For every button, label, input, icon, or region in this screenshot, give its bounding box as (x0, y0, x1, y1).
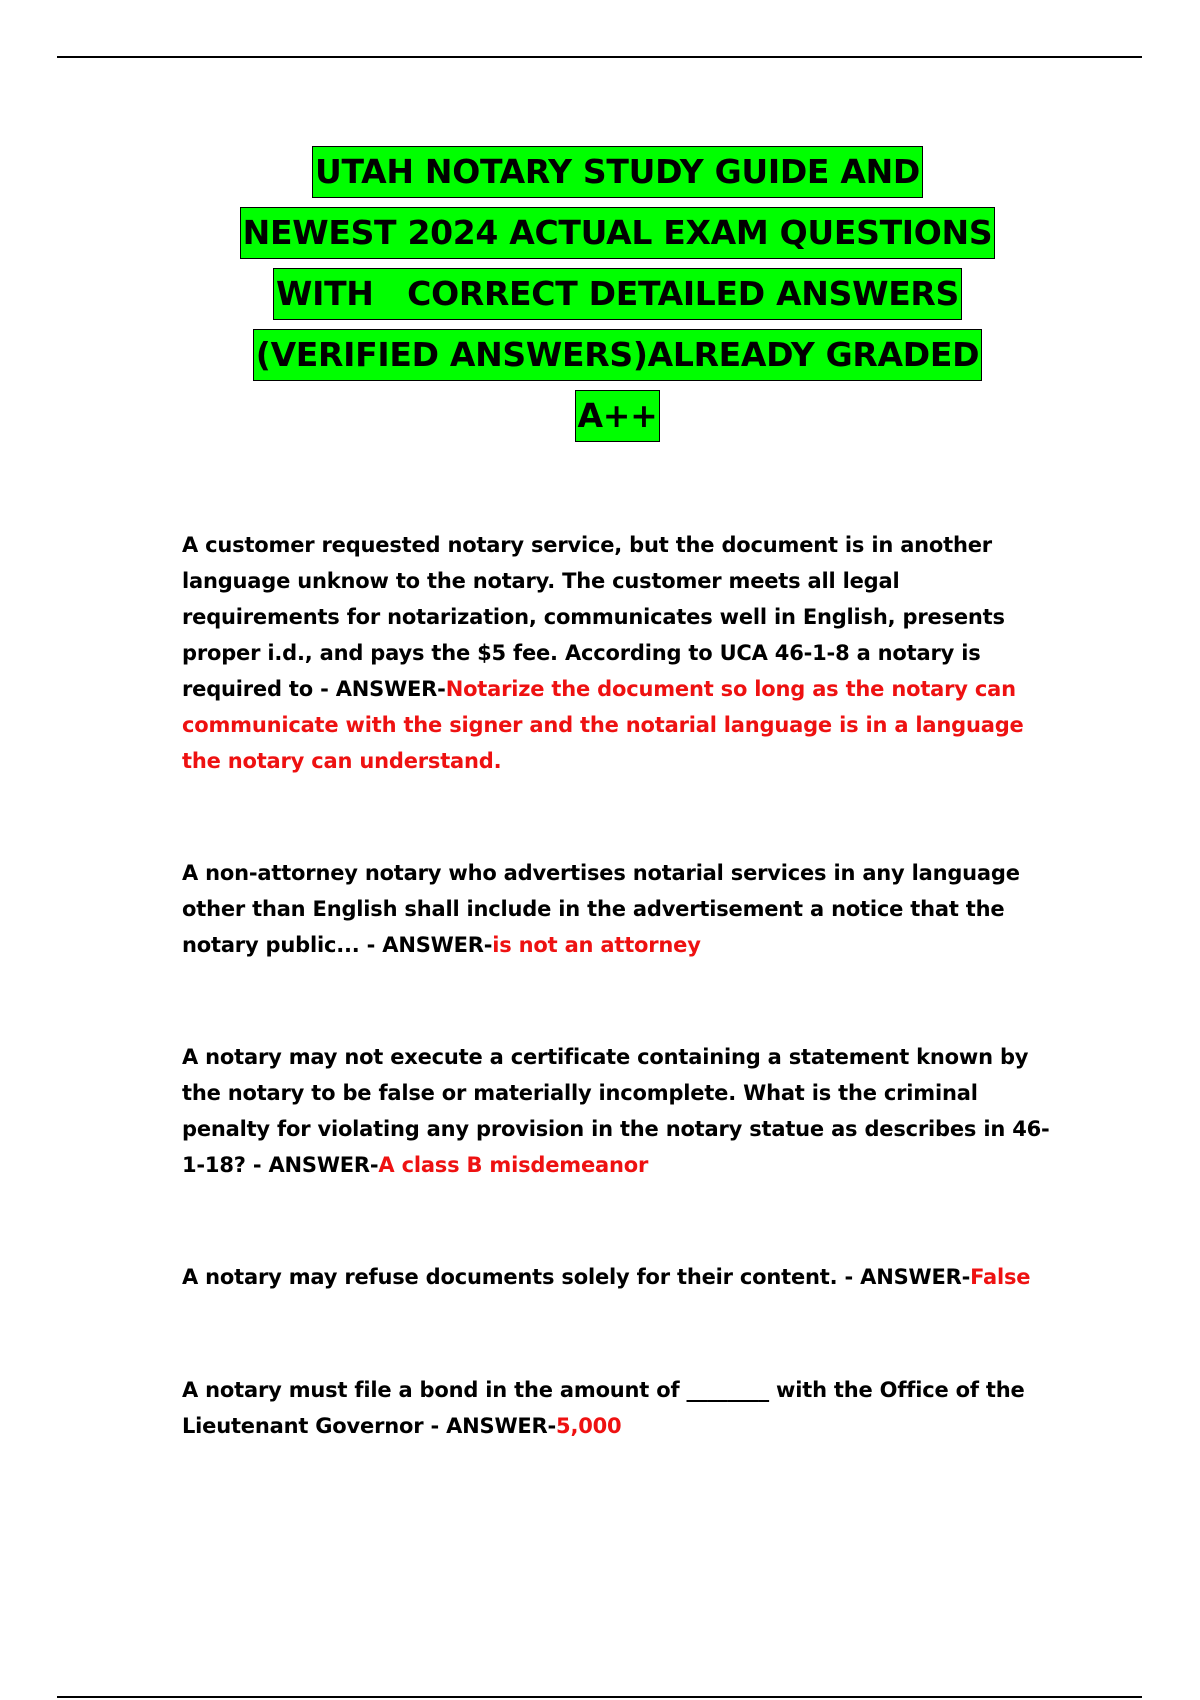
question-text: A notary may not execute a certificate containing a statement known by the notary to be false or materially incomplete. What is the criminal penalty for violating any provision in the notary statue as describes in 46-1-18? - ANSWER- (182, 1045, 1050, 1177)
answer-text: is not an attorney (492, 933, 701, 957)
bottom-rule (57, 1696, 1142, 1698)
qa-item-4 (182, 1259, 1062, 1295)
title-line-4: (VERIFIED ANSWERS)ALREADY GRADED (253, 329, 982, 381)
top-rule (57, 56, 1142, 58)
title-line-1: UTAH NOTARY STUDY GUIDE AND (312, 146, 923, 198)
qa-item-1 (182, 527, 1062, 779)
question-text: A notary may refuse documents solely for their content. - ANSWER- (182, 1265, 971, 1289)
question-text: A notary must file a bond in the amount of ________ with the Office of the Lieutenant Governor - ANSWER- (182, 1378, 1025, 1438)
qa-item-5 (182, 1372, 1062, 1444)
answer-text: Notarize the document so long as the notary can communicate with the signer and the notarial language is in a language the notary can understand. (182, 677, 1024, 773)
question-text: A non-attorney notary who advertises notarial services in any language other than English shall include in the advertisement a notice that the notary public... - ANSWER- (182, 861, 1020, 957)
title-line-5: A++ (575, 390, 661, 442)
qa-item-3 (182, 1039, 1062, 1183)
answer-text: A class B misdemeanor (378, 1153, 649, 1177)
document-title (0, 146, 1200, 451)
question-text: A customer requested notary service, but the document is in another language unknow to the notary. The customer meets all legal requirements for notarization, communicates well in English, presents proper i.d., and pays the $5 fee. According to UCA 46-1-8 a notary is required to - ANSWER- (182, 533, 1005, 701)
qa-item-2 (182, 855, 1062, 963)
title-line-2: NEWEST 2024 ACTUAL EXAM QUESTIONS (240, 207, 996, 259)
title-line-3: WITH CORRECT DETAILED ANSWERS (273, 268, 962, 320)
answer-text: False (970, 1265, 1031, 1289)
answer-text: 5,000 (556, 1414, 622, 1438)
